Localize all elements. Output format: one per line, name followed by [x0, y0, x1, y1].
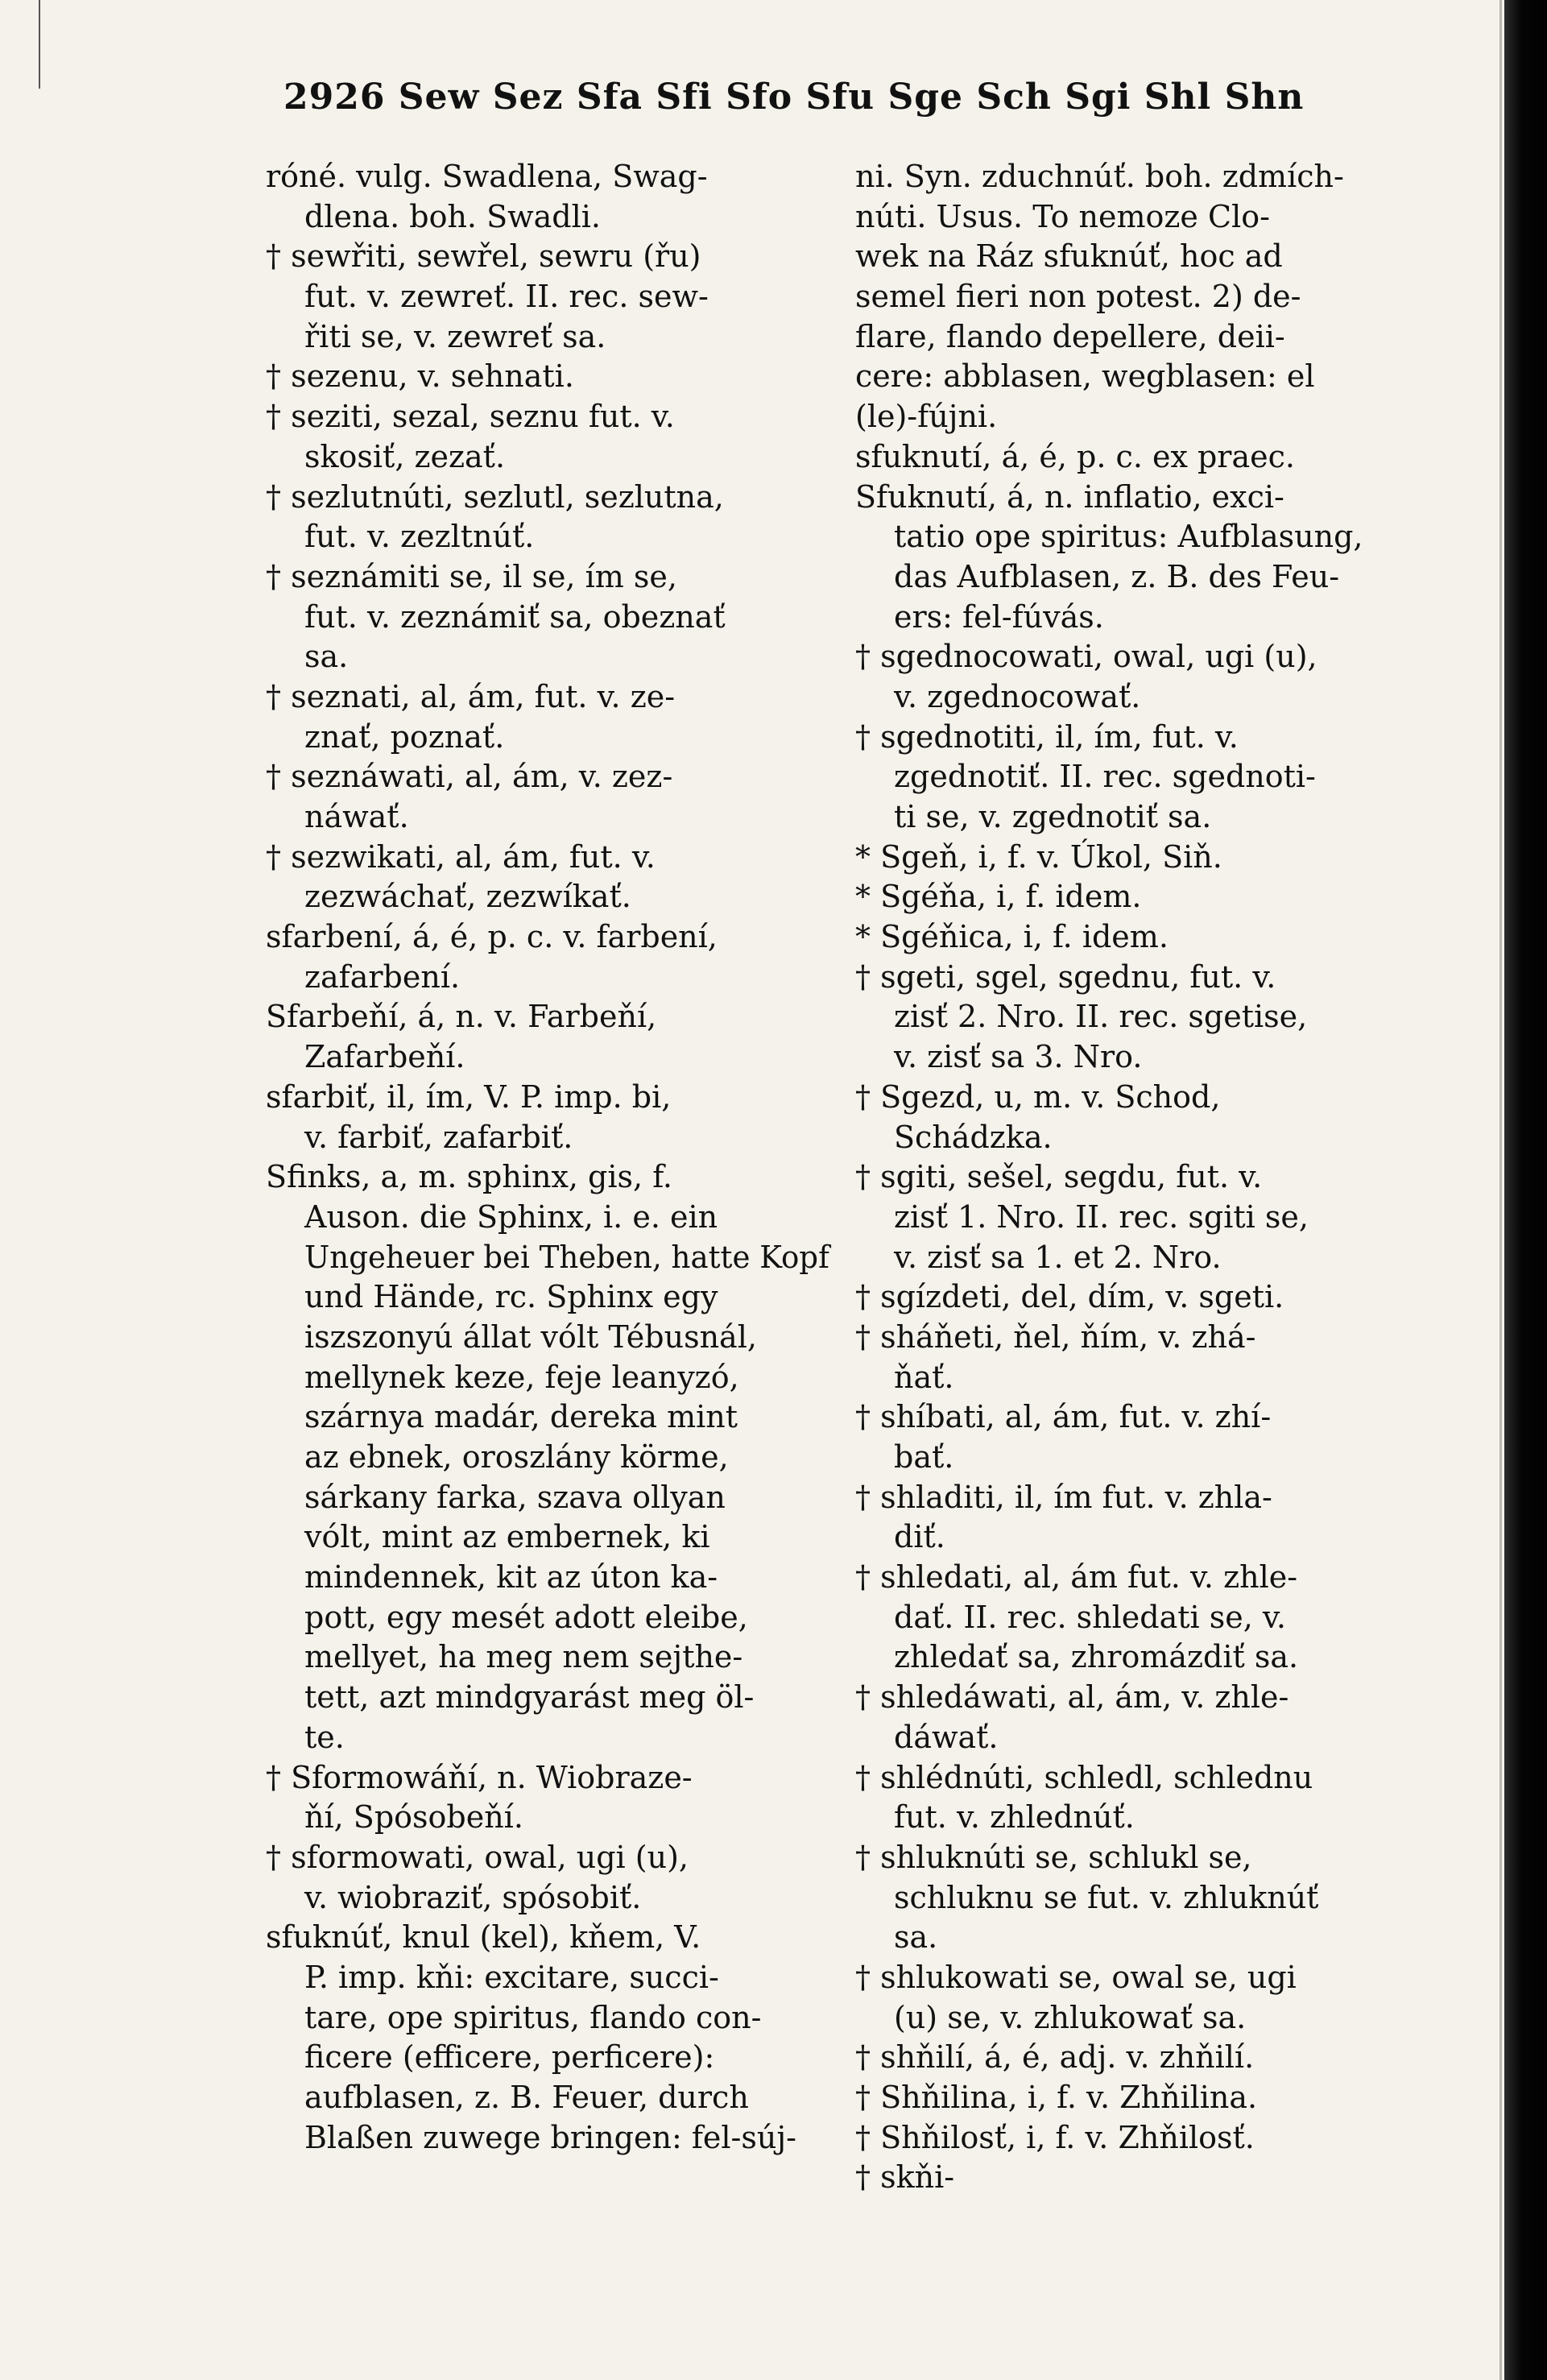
dictionary-line: ti se, v. zgednotiť sa.	[894, 799, 1212, 834]
dictionary-line: † seznáwati, al, ám, v. zez-	[266, 759, 673, 795]
dictionary-line: † shíbati, al, ám, fut. v. zhí-	[855, 1399, 1272, 1435]
dictionary-line: Ungeheuer bei Theben, hatte Kopf	[304, 1239, 829, 1275]
dictionary-line: † seznati, al, ám, fut. v. ze-	[266, 678, 676, 714]
dictionary-line: † sezwikati, al, ám, fut. v.	[266, 838, 656, 875]
dictionary-line: fut. v. zeznámiť sa, obeznať	[304, 598, 726, 635]
dictionary-line: Sfarbeňí, á, n. v. Farbeňí,	[266, 999, 657, 1035]
dictionary-line: † shladiti, il, ím fut. v. zhla-	[855, 1479, 1272, 1515]
dictionary-line: v. zgednocowať.	[894, 678, 1141, 714]
dictionary-line: cere: abblasen, wegblasen: el	[855, 358, 1315, 395]
dictionary-line: ers: fel-fúvás.	[894, 598, 1104, 635]
dictionary-line: fut. v. zezltnúť.	[304, 519, 535, 555]
right-column	[855, 157, 1427, 2198]
dictionary-line: sfuknutí, á, é, p. c. ex praec.	[855, 438, 1295, 474]
dictionary-line: sa.	[304, 639, 349, 675]
dictionary-line: aufblasen, z. B. Feuer, durch	[304, 2080, 749, 2115]
dictionary-line: † sgeti, sgel, sgednu, fut. v.	[855, 958, 1276, 995]
dictionary-line: schluknu se fut. v. zhluknúť	[894, 1879, 1319, 1915]
page-edge-line	[1499, 0, 1502, 2380]
dictionary-line: † shlédnúti, schledl, schlednu	[855, 1759, 1313, 1795]
dictionary-line: (le)-fújni.	[855, 399, 998, 435]
dictionary-line: ni. Syn. zduchnúť. boh. zdmích-	[855, 159, 1344, 194]
dictionary-line: vólt, mint az embernek, ki	[304, 1519, 710, 1555]
dictionary-line: † shňilí, á, é, adj. v. zhňilí.	[855, 2039, 1255, 2076]
dictionary-line: † seziti, sezal, seznu fut. v.	[266, 399, 675, 435]
dictionary-line: ficere (efficere, perficere):	[304, 2039, 715, 2076]
dictionary-line: núti. Usus. To nemoze Clo-	[855, 198, 1270, 234]
dictionary-line: sa.	[894, 1919, 938, 1956]
dictionary-line: fut. v. zhlednúť.	[894, 1799, 1135, 1836]
dictionary-line: † skňi-	[855, 2159, 955, 2196]
dictionary-line: v. farbiť, zafarbiť.	[304, 1119, 573, 1155]
dictionary-line: Blaßen zuwege bringen: fel-súj-	[304, 2119, 796, 2155]
dictionary-line: dlena. boh. Swadli.	[304, 198, 602, 234]
dictionary-line: Sfuknutí, á, n. inflatio, exci-	[855, 478, 1284, 515]
dictionary-line: wek na Ráz sfuknúť, hoc ad	[855, 238, 1283, 275]
dictionary-line: iszszonyú állat vólt Tébusnál,	[304, 1318, 757, 1355]
dictionary-line: ňať.	[894, 1359, 954, 1395]
dictionary-line: mindennek, kit az úton ka-	[304, 1559, 718, 1596]
dictionary-line: * Sgéňica, i, f. idem.	[855, 919, 1169, 955]
dictionary-line: * Sgéňa, i, f. idem.	[855, 879, 1142, 915]
dictionary-line: † sgiti, sešel, segdu, fut. v.	[855, 1159, 1263, 1195]
dictionary-line: tett, azt mindgyarást meg öl-	[304, 1679, 755, 1716]
dictionary-line: Auson. die Sphinx, i. e. ein	[304, 1198, 718, 1235]
dictionary-line: Schádzka.	[894, 1119, 1053, 1155]
dictionary-line: znať, poznať.	[304, 718, 505, 755]
dictionary-line: zezwáchať, zezwíkať.	[304, 879, 631, 915]
dictionary-line: dáwať.	[894, 1719, 999, 1755]
dictionary-line: sfuknúť, knul (kel), kňem, V.	[266, 1919, 701, 1956]
dictionary-line: † sezlutnúti, sezlutl, sezlutna,	[266, 478, 724, 515]
dictionary-line: † Sformowáňí, n. Wiobraze-	[266, 1759, 693, 1795]
dictionary-line: zhledať sa, zhromázdiť sa.	[894, 1639, 1299, 1675]
left-column	[266, 157, 829, 2158]
dictionary-line: † sgednocowati, owal, ugi (u),	[855, 639, 1317, 675]
dictionary-line: P. imp. kňi: excitare, succi-	[304, 1959, 719, 1995]
dictionary-line: náwať.	[304, 799, 409, 834]
dictionary-line: zisť 1. Nro. II. rec. sgiti se,	[894, 1198, 1309, 1235]
dictionary-line: † shledáwati, al, ám, v. zhle-	[855, 1679, 1289, 1716]
dictionary-line: bať.	[894, 1439, 954, 1475]
dictionary-line: tare, ope spiritus, flando con-	[304, 1999, 762, 2035]
dictionary-line: fut. v. zewreť. II. rec. sew-	[304, 279, 709, 315]
dictionary-line: † sgednotiti, il, ím, fut. v.	[855, 718, 1239, 755]
dictionary-line: mellynek keze, feje leanyzó,	[304, 1359, 739, 1395]
dictionary-line: † sezenu, v. sehnati.	[266, 358, 574, 395]
dictionary-line: † seznámiti se, il se, ím se,	[266, 558, 677, 594]
dictionary-line: zisť 2. Nro. II. rec. sgetise,	[894, 999, 1308, 1035]
binding-shadow	[1504, 0, 1547, 2380]
dictionary-line: † shledati, al, ám fut. v. zhle-	[855, 1559, 1298, 1596]
dictionary-line: zgednotiť. II. rec. sgednoti-	[894, 759, 1316, 795]
dictionary-line: flare, flando depellere, deii-	[855, 318, 1285, 354]
dictionary-line: sfarbiť, il, ím, V. P. imp. bi,	[266, 1078, 672, 1115]
dictionary-line: † sformowati, owal, ugi (u),	[266, 1839, 689, 1875]
dictionary-line: pott, egy mesét adott eleibe,	[304, 1599, 748, 1635]
dictionary-line: Zafarbeňí.	[304, 1039, 465, 1075]
dictionary-line: diť.	[894, 1519, 945, 1555]
dictionary-line: * Sgeň, i, f. v. Úkol, Siň.	[855, 838, 1222, 875]
dictionary-line: und Hände, rc. Sphinx egy	[304, 1279, 718, 1315]
dictionary-line: v. zisť sa 1. et 2. Nro.	[894, 1239, 1222, 1275]
dictionary-line: zafarbení.	[304, 958, 461, 995]
dictionary-line: (u) se, v. zhlukowať sa.	[894, 1999, 1247, 2035]
dictionary-line: szárnya madár, dereka mint	[304, 1399, 738, 1435]
dictionary-line: † sewřiti, sewřel, sewru (řu)	[266, 238, 701, 275]
dictionary-line: tatio ope spiritus: Aufblasung,	[894, 519, 1363, 555]
dictionary-line: ňí, Spósobeňí.	[304, 1799, 523, 1836]
dictionary-line: † shluknúti se, schlukl se,	[855, 1839, 1252, 1875]
dictionary-line: † Shňilina, i, f. v. Zhňilina.	[855, 2080, 1258, 2115]
dictionary-line: v. zisť sa 3. Nro.	[894, 1039, 1143, 1075]
dictionary-line: † sháňeti, ňel, ňím, v. zhá-	[855, 1318, 1256, 1355]
dictionary-line: das Aufblasen, z. B. des Feu-	[894, 558, 1340, 594]
dictionary-line: skosiť, zezať.	[304, 438, 506, 474]
dictionary-line: róné. vulg. Swadlena, Swag-	[266, 159, 708, 194]
dictionary-line: te.	[304, 1719, 345, 1755]
dictionary-line: † Shňilosť, i, f. v. Zhňilosť.	[855, 2119, 1255, 2155]
dictionary-line: Sfinks, a, m. sphinx, gis, f.	[266, 1159, 672, 1195]
dictionary-line: v. wiobraziť, spósobiť.	[304, 1879, 642, 1915]
scan-mark	[39, 0, 40, 89]
dictionary-line: sárkany farka, szava ollyan	[304, 1479, 726, 1515]
dictionary-line: az ebnek, oroszlány körme,	[304, 1439, 729, 1475]
dictionary-line: † shlukowati se, owal se, ugi	[855, 1959, 1297, 1995]
page-header: 2926 Sew Sez Sfa Sfi Sfo Sfu Sge Sch Sgi Shl Shn	[283, 77, 1305, 118]
dictionary-line: † sgízdeti, del, dím, v. sgeti.	[855, 1279, 1284, 1315]
dictionary-line: mellyet, ha meg nem sejthe-	[304, 1639, 743, 1675]
dictionary-line: dať. II. rec. shledati se, v.	[894, 1599, 1286, 1635]
dictionary-line: † Sgezd, u, m. v. Schod,	[855, 1078, 1221, 1115]
dictionary-line: semel fieri non potest. 2) de-	[855, 279, 1301, 315]
dictionary-line: sfarbení, á, é, p. c. v. farbení,	[266, 919, 718, 955]
dictionary-line: řiti se, v. zewreť sa.	[304, 318, 606, 354]
